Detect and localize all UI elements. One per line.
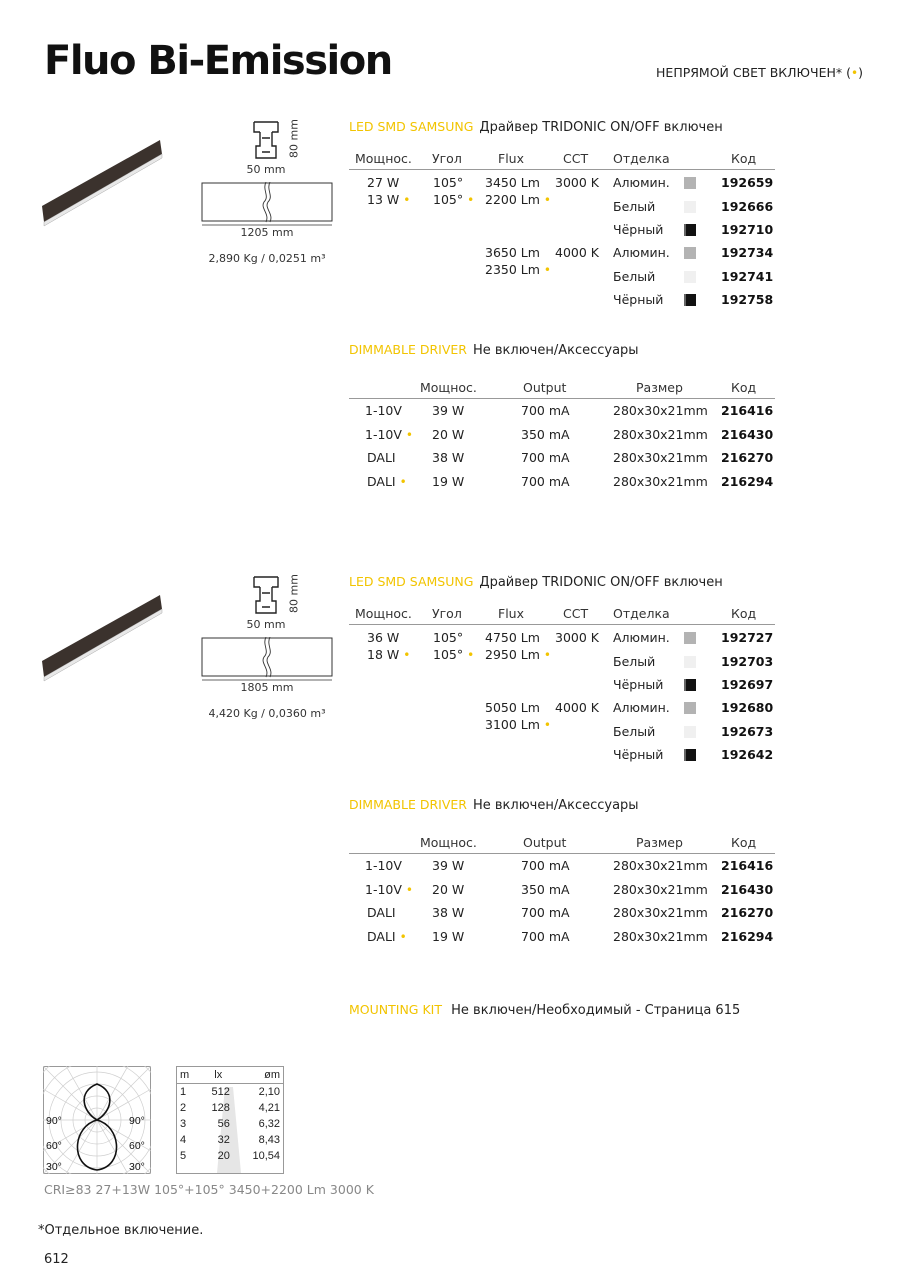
polar-label: 30°: [46, 1161, 62, 1173]
driver-info: Драйвер TRIDONIC ON/OFF включен: [479, 120, 723, 135]
driver-size: 280x30x21mm: [613, 858, 708, 873]
power-value: 18 W •: [367, 647, 411, 662]
bullet-dot-icon: •: [543, 718, 551, 732]
driver-code: 216294: [721, 928, 774, 944]
driver-power: 20 W: [432, 881, 465, 897]
finish-label: Белый: [613, 198, 656, 214]
divider: [349, 853, 775, 854]
bullet-dot-icon: •: [543, 648, 551, 662]
led-section-title: [349, 119, 723, 135]
led-label: LED SMD SAMSUNG: [349, 574, 474, 589]
finish-label: Чёрный: [613, 292, 664, 307]
weight-volume: 2,890 Kg / 0,0251 m³: [208, 252, 326, 265]
finish-swatch-white: [684, 271, 696, 283]
height-dimension: 80 mm: [287, 574, 301, 613]
driver-size: 280x30x21mm: [613, 473, 708, 489]
dimmable-section-title: [349, 797, 639, 813]
finish-label: Белый: [613, 653, 656, 669]
angle-value: 105° •: [433, 192, 475, 207]
dimm-col-header: Output: [523, 380, 567, 395]
photometry-caption: CRI≥83 27+13W 105°+105° 3450+2200 Lm 3000 K: [44, 1182, 374, 1197]
led-col-header: Угол: [432, 606, 462, 621]
cct-value: 4000 K: [555, 245, 599, 260]
driver-power: 39 W: [432, 403, 465, 418]
col-header: lx: [214, 1069, 223, 1081]
polar-label: 30°: [129, 1161, 145, 1173]
cct-value: 3000 K: [555, 175, 599, 190]
flux-value: 3450 Lm: [485, 175, 540, 190]
driver-type: 1-10V •: [365, 426, 413, 442]
bullet-dot-icon: •: [399, 929, 407, 944]
finish-swatch-alu: [684, 247, 696, 259]
width-dimension: 50 mm: [246, 618, 286, 631]
led-col-header: CCT: [563, 606, 589, 621]
bullet-dot-icon: •: [467, 193, 475, 207]
dimm-col-header: Размер: [636, 380, 683, 395]
polar-diagram: [43, 1066, 151, 1174]
driver-type: 1-10V: [365, 403, 402, 418]
weight-volume: 4,420 Kg / 0,0360 m³: [208, 707, 326, 720]
driver-output: 700 mA: [521, 473, 570, 489]
power-value: 13 W •: [367, 192, 411, 207]
flux-value: 2350 Lm •: [485, 262, 551, 277]
bullet-dot-icon: •: [403, 193, 411, 207]
product-code: 192727: [721, 630, 774, 645]
dimmable-label: DIMMABLE DRIVER: [349, 797, 467, 812]
power-value: 27 W: [367, 175, 400, 190]
mounting-kit-desc: Не включен/Необходимый - Страница 615: [451, 1003, 741, 1018]
bullet-dot-icon: •: [405, 882, 413, 897]
illuminance-row: 4 32 8,43: [180, 1134, 280, 1146]
driver-output: 700 mA: [521, 450, 570, 465]
driver-code: 216270: [721, 905, 774, 920]
driver-code: 216294: [721, 473, 774, 489]
dimm-col-header: Код: [731, 380, 757, 395]
led-col-header: Flux: [498, 151, 524, 166]
driver-size: 280x30x21mm: [613, 403, 708, 418]
cct-value: 3000 K: [555, 630, 599, 645]
finish-swatch-black: [684, 749, 696, 761]
flux-value: 3100 Lm •: [485, 717, 551, 732]
finish-swatch-black: [684, 679, 696, 691]
angle-value: 105°: [433, 630, 464, 645]
driver-output: 700 mA: [521, 928, 570, 944]
finish-swatch-alu: [684, 632, 696, 644]
driver-code: 216416: [721, 858, 774, 873]
angle-value: 105°: [433, 175, 464, 190]
driver-output: 350 mA: [521, 426, 570, 442]
dimm-col-header: Код: [731, 835, 757, 850]
height-dimension: 80 mm: [287, 119, 301, 158]
profile-section-icon: [248, 573, 284, 617]
flux-value: 2950 Lm •: [485, 647, 551, 662]
product-image: [42, 593, 164, 683]
finish-label: Белый: [613, 268, 656, 284]
product-code: 192758: [721, 292, 774, 307]
driver-size: 280x30x21mm: [613, 928, 708, 944]
product-code: 192673: [721, 723, 774, 739]
dimmable-label: DIMMABLE DRIVER: [349, 342, 467, 357]
driver-type: 1-10V •: [365, 881, 413, 897]
driver-output: 700 mA: [521, 858, 570, 873]
finish-label: Алюмин.: [613, 700, 670, 715]
finish-label: Белый: [613, 723, 656, 739]
illuminance-row: 5 20 10,54: [180, 1150, 280, 1162]
led-col-header: Код: [731, 606, 757, 621]
dimmable-desc: Не включен/Аксессуары: [472, 343, 639, 358]
driver-output: 700 mA: [521, 905, 570, 920]
led-col-header: Код: [731, 151, 757, 166]
finish-label: Чёрный: [613, 222, 664, 237]
profile-section-icon: [248, 118, 284, 162]
finish-swatch-alu: [684, 702, 696, 714]
driver-type: DALI •: [367, 473, 407, 489]
dimmable-desc: Не включен/Аксессуары: [472, 798, 639, 813]
polar-label: 60°: [46, 1140, 62, 1152]
finish-label: Алюмин.: [613, 630, 670, 645]
driver-output: 350 mA: [521, 881, 570, 897]
product-code: 192734: [721, 245, 774, 260]
divider: [349, 169, 775, 170]
bullet-dot-icon: •: [467, 648, 475, 662]
polar-label: 90°: [129, 1115, 145, 1127]
driver-power: 20 W: [432, 426, 465, 442]
length-drawing: [200, 637, 334, 681]
led-col-header: Угол: [432, 151, 462, 166]
indirect-light-label: НЕПРЯМОЙ СВЕТ ВКЛЮЧЕН*: [656, 65, 843, 80]
bullet-dot-icon: •: [403, 648, 411, 662]
dimm-col-header: Размер: [636, 835, 683, 850]
illuminance-row: 3 56 6,32: [180, 1118, 280, 1130]
led-section-title: [349, 574, 723, 590]
product-code: 192666: [721, 198, 774, 214]
driver-info: Драйвер TRIDONIC ON/OFF включен: [479, 575, 723, 590]
finish-swatch-black: [684, 224, 696, 236]
length-dimension: 1205 mm: [240, 226, 294, 239]
illuminance-row: 2 128 4,21: [180, 1102, 280, 1114]
driver-code: 216416: [721, 403, 774, 418]
driver-type: DALI •: [367, 928, 407, 944]
power-value: 36 W: [367, 630, 400, 645]
led-col-header: Отделка: [613, 606, 670, 621]
driver-code: 216430: [721, 881, 774, 897]
polar-label: 90°: [46, 1115, 62, 1127]
finish-swatch-black: [684, 294, 696, 306]
driver-size: 280x30x21mm: [613, 450, 708, 465]
page-number: 612: [44, 1252, 69, 1267]
driver-code: 216430: [721, 426, 774, 442]
driver-power: 38 W: [432, 450, 465, 465]
product-code: 192697: [721, 677, 774, 692]
flux-value: 5050 Lm: [485, 700, 540, 715]
finish-swatch-alu: [684, 177, 696, 189]
bullet-dot-icon: •: [543, 193, 551, 207]
driver-type: DALI: [367, 905, 396, 920]
led-label: LED SMD SAMSUNG: [349, 119, 474, 134]
angle-value: 105° •: [433, 647, 475, 662]
dimm-col-header: Output: [523, 835, 567, 850]
footnote: *Отдельное включение.: [38, 1223, 204, 1238]
col-header: øm: [264, 1069, 280, 1081]
bullet-dot-icon: •: [405, 427, 413, 442]
product-code: 192680: [721, 700, 774, 715]
dimm-col-header: Мощнос.: [420, 380, 477, 395]
page-title: Fluo Bi-Emission: [44, 38, 392, 84]
led-col-header: Flux: [498, 606, 524, 621]
driver-size: 280x30x21mm: [613, 426, 708, 442]
mounting-kit-label: MOUNTING KIT: [349, 1002, 442, 1017]
product-image: [42, 138, 164, 228]
bullet-dot-icon: •: [543, 263, 551, 277]
finish-swatch-white: [684, 726, 696, 738]
driver-size: 280x30x21mm: [613, 905, 708, 920]
driver-power: 39 W: [432, 858, 465, 873]
driver-output: 700 mA: [521, 403, 570, 418]
illuminance-row: 1 512 2,10: [180, 1086, 280, 1098]
dimm-col-header: Мощнос.: [420, 835, 477, 850]
driver-power: 19 W: [432, 928, 465, 944]
led-col-header: Отделка: [613, 151, 670, 166]
driver-power: 19 W: [432, 473, 465, 489]
product-code: 192710: [721, 222, 774, 237]
flux-value: 2200 Lm •: [485, 192, 551, 207]
divider: [349, 398, 775, 399]
flux-value: 4750 Lm: [485, 630, 540, 645]
col-header: m: [180, 1069, 190, 1081]
led-col-header: Мощнос.: [355, 606, 412, 621]
finish-swatch-white: [684, 201, 696, 213]
length-drawing: [200, 182, 334, 226]
led-col-header: Мощнос.: [355, 151, 412, 166]
driver-type: 1-10V: [365, 858, 402, 873]
driver-size: 280x30x21mm: [613, 881, 708, 897]
divider: [349, 624, 775, 625]
width-dimension: 50 mm: [246, 163, 286, 176]
flux-value: 3650 Lm: [485, 245, 540, 260]
product-code: 192659: [721, 175, 774, 190]
length-dimension: 1805 mm: [240, 681, 294, 694]
bullet-dot-icon: •: [399, 474, 407, 489]
bullet-dot-icon: •: [851, 66, 859, 80]
product-code: 192703: [721, 653, 774, 669]
cct-value: 4000 K: [555, 700, 599, 715]
indirect-light-note: НЕПРЯМОЙ СВЕТ ВКЛЮЧЕН* (•): [656, 65, 863, 80]
finish-label: Алюмин.: [613, 245, 670, 260]
illuminance-table: [176, 1066, 284, 1174]
finish-swatch-white: [684, 656, 696, 668]
driver-code: 216270: [721, 450, 774, 465]
dimmable-section-title: [349, 342, 639, 358]
product-code: 192642: [721, 747, 774, 762]
product-code: 192741: [721, 268, 774, 284]
mounting-kit: [349, 1002, 740, 1018]
finish-label: Чёрный: [613, 747, 664, 762]
polar-label: 60°: [129, 1140, 145, 1152]
finish-label: Алюмин.: [613, 175, 670, 190]
led-col-header: CCT: [563, 151, 589, 166]
driver-power: 38 W: [432, 905, 465, 920]
driver-type: DALI: [367, 450, 396, 465]
finish-label: Чёрный: [613, 677, 664, 692]
